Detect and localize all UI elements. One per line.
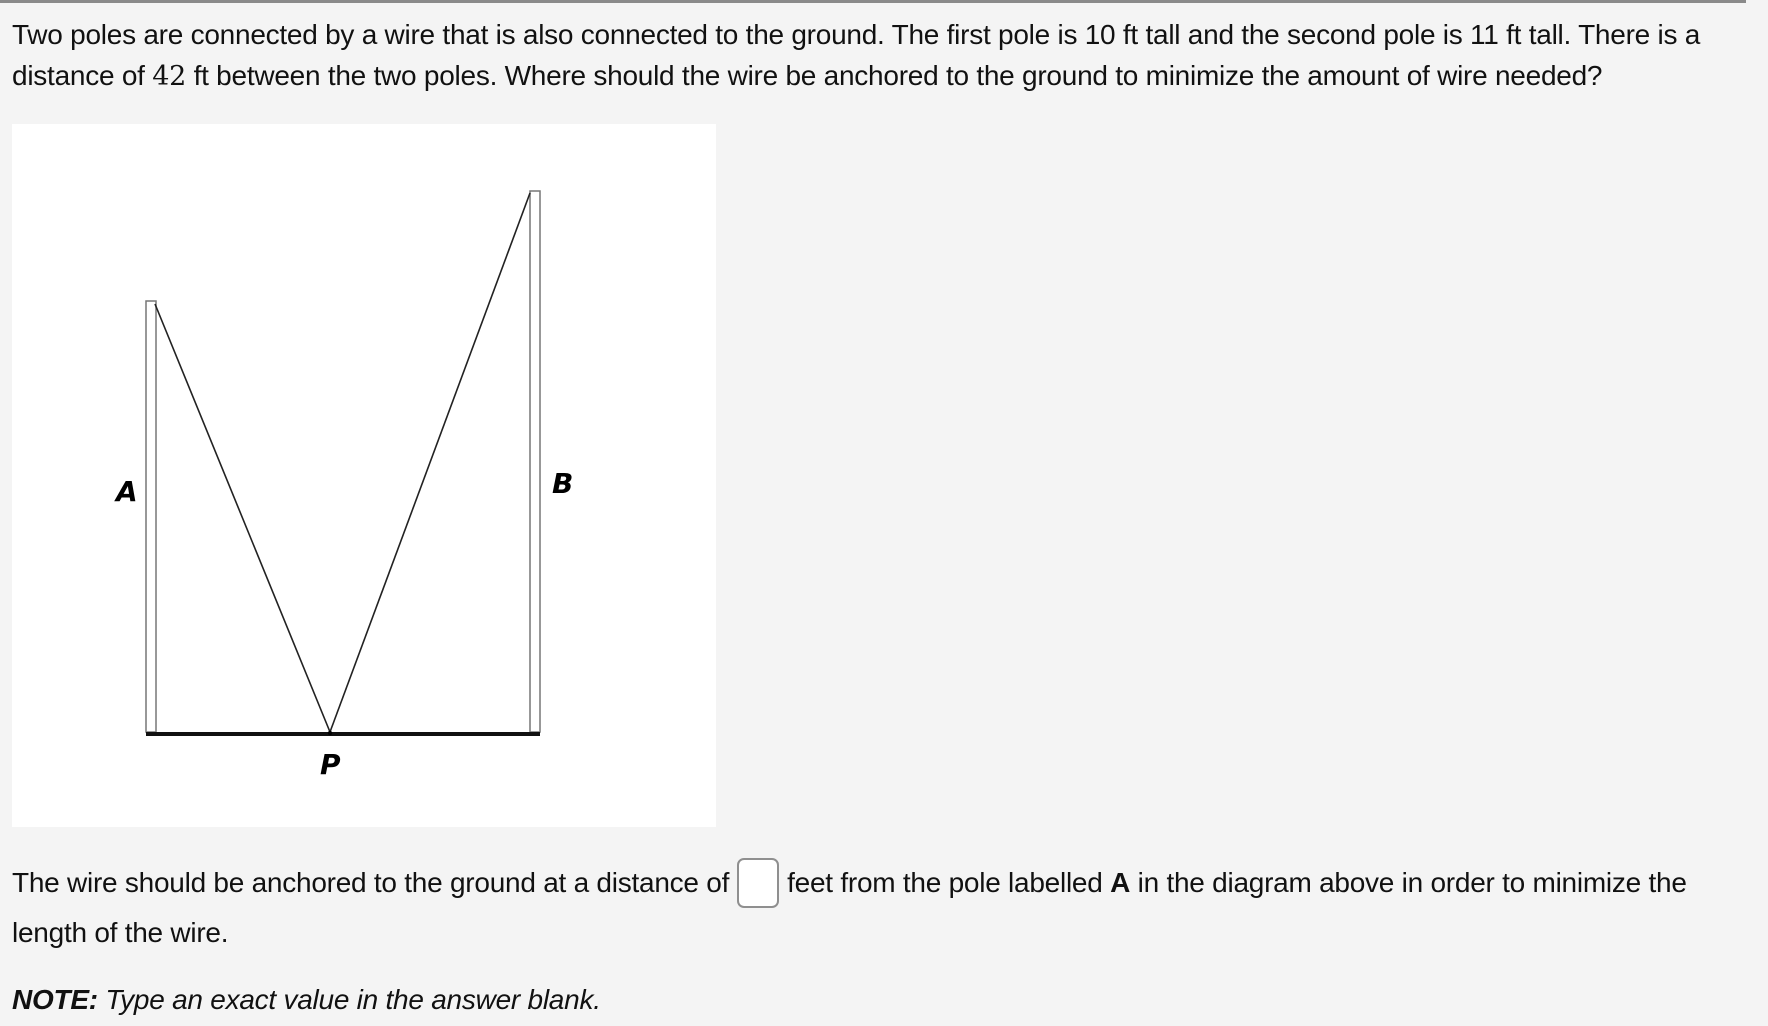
wire-a-to-p [155,304,330,732]
answer-pole-label: A [1110,867,1131,898]
label-pole-a: A [116,475,138,508]
answer-input[interactable] [737,858,779,908]
wire-p-to-b [330,193,530,732]
anchor-point-p [328,731,332,735]
label-pole-b: B [552,467,574,500]
note-body: Type an exact value in the answer blank. [105,984,601,1015]
question-text [12,14,1752,97]
question-text-before-distance: Two poles are connected by a wire that is also connected to the ground. The first pole is 10 ft tall and the second pole is 11 ft tall. There is a distance of [12,19,1701,91]
question-text-after-distance: ft between the two poles. Where should the wire be anchored to the ground to minimize the amount of wire needed? [193,60,1603,91]
pole-a [146,301,156,732]
answer-text-before-input: The wire should be anchored to the ground at a distance of [12,867,730,898]
label-point-p: P [320,748,341,781]
poles-diagram [12,124,716,827]
note-text [12,982,601,1018]
pole-b [530,191,540,732]
answer-text-after-input-1: feet from the pole labelled [787,867,1103,898]
poles-diagram-svg [12,124,716,827]
answer-sentence [12,858,1758,957]
question-distance-value: 42 [152,61,187,92]
note-label: NOTE: [12,984,98,1015]
top-divider [0,0,1746,3]
answer-text-after-input-2: in the diagram above in order to minimize the length of the wire. [12,867,1687,948]
